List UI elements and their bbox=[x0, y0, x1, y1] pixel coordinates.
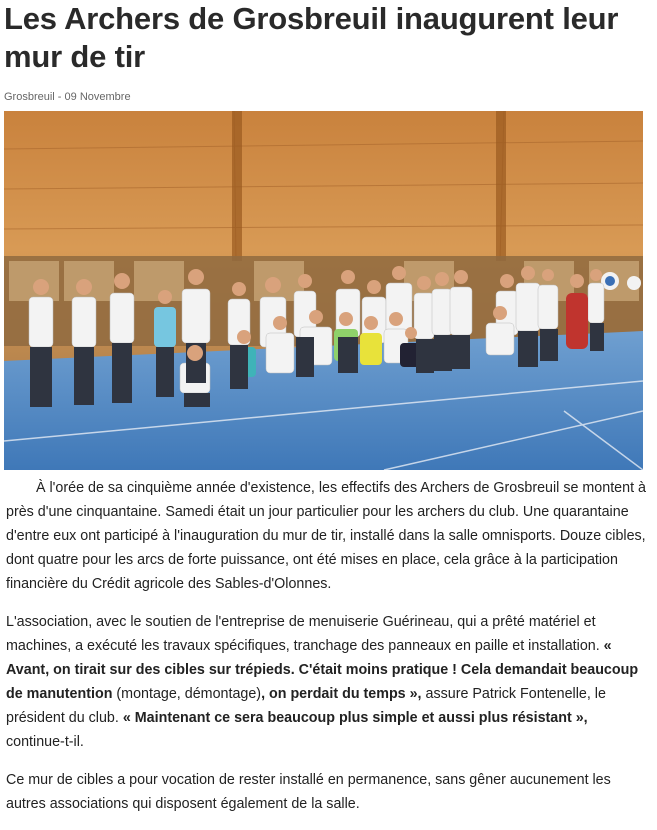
paragraph-1 bbox=[6, 476, 650, 596]
article-body bbox=[6, 476, 650, 830]
paragraph-2-text-b: (montage, démontage) bbox=[112, 686, 262, 702]
paragraph-2 bbox=[6, 610, 650, 754]
meta-separator: - bbox=[54, 91, 65, 103]
article-title: Les Archers de Grosbreuil inaugurent leur mur de tir bbox=[4, 1, 619, 74]
paragraph-2-text-c: assure Patrick Fontenelle, le président du club. bbox=[6, 686, 606, 726]
group-photo bbox=[4, 111, 643, 470]
article-meta bbox=[4, 90, 131, 104]
paragraph-1-text: À l'orée de sa cinquième année d'existence, les effectifs des Archers de Grosbreuil se montent à près d'une cinquantaine. Samedi était un jour particulier pour les archers du club. Une quarantaine d'entre eux ont participé à l'inauguration du mur de tir, installé dans la salle omnisports. Douze cibles, dont quatre pour les arcs de forte puissance, ont été mises en place, cela grâce à la participation financière du Crédit agricole des Sables-d'Olonnes. bbox=[6, 480, 646, 592]
quote-1: « Avant, on tirait sur des cibles sur trépieds. C'était moins pratique ! Cela demandait beaucoup de manutention bbox=[6, 638, 639, 702]
paragraph-3-text: Ce mur de cibles a pour vocation de rester installé en permanence, sans gêner aucunement les autres associations qui disposent également de la salle. bbox=[6, 772, 611, 812]
article-date: 09 Novembre bbox=[64, 91, 131, 103]
article-location: Grosbreuil bbox=[4, 91, 55, 103]
quote-1-end: , on perdait du temps », bbox=[261, 686, 422, 702]
paragraph-3 bbox=[6, 768, 650, 816]
paragraph-2-text-d: continue-t-il. bbox=[6, 734, 84, 750]
paragraph-2-text-a: L'association, avec le soutien de l'entreprise de menuiserie Guérineau, qui a prêté matériel et machines, a exécuté les travaux spécifiques, tranchage des panneaux en paille et installation. bbox=[6, 614, 604, 654]
quote-2: « Maintenant ce sera beaucoup plus simple et aussi plus résistant », bbox=[122, 710, 588, 726]
